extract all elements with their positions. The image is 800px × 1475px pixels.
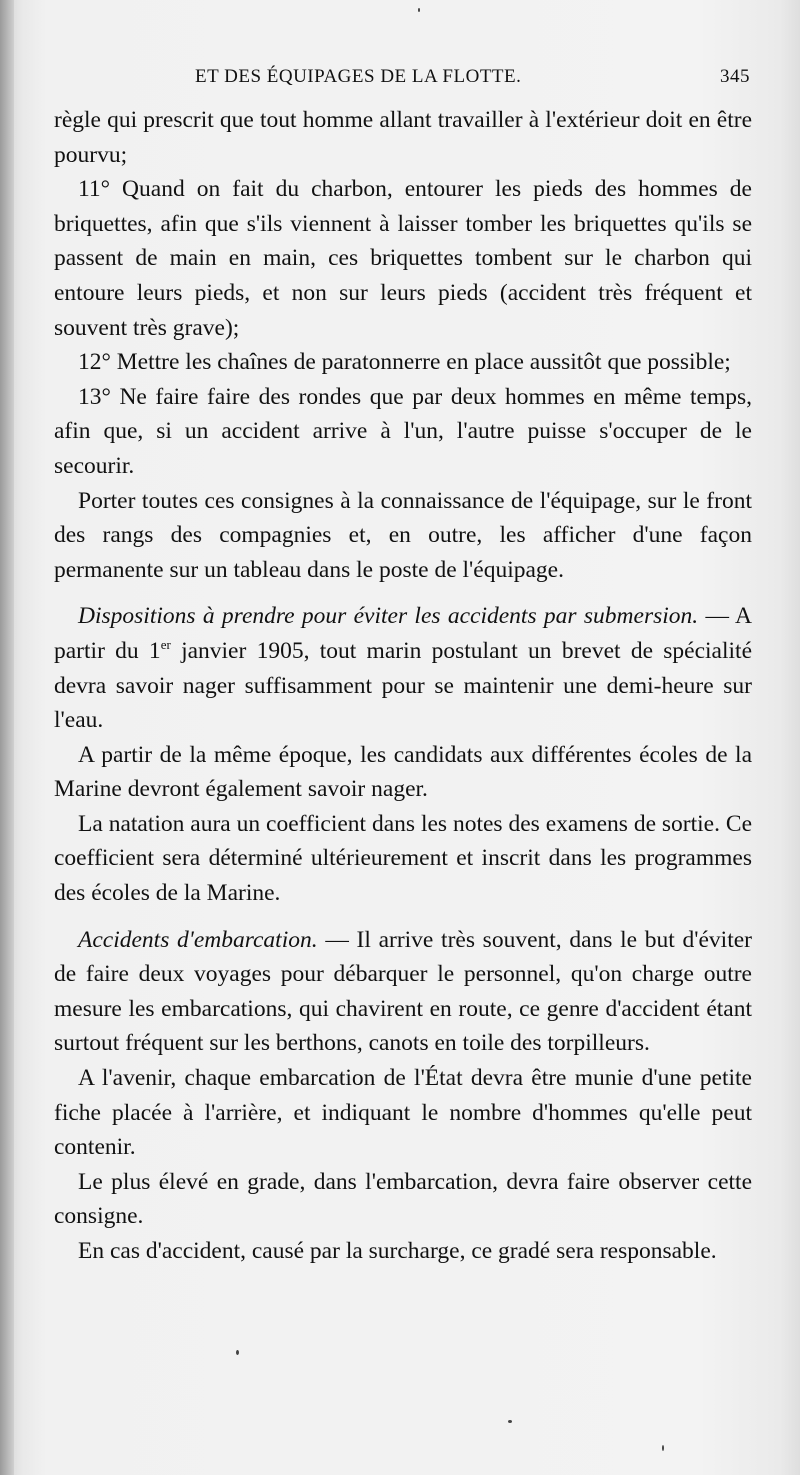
scan-speck (662, 1445, 664, 1451)
paragraph-consignes: Porter toutes ces consignes à la connaissance de l'équipage, sur le front des rangs des compagnies et, en outre, les afficher d'une façon permanente sur un tableau dans le poste de l'équipage. (54, 487, 752, 583)
paragraph-natation: La natation aura un coefficient dans les notes des examens de sortie. Ce coefficient sera déterminé ultérieurement et inscrit dans les programmes des écoles de la Marine. (54, 810, 752, 907)
ordinal-superscript: er (160, 637, 171, 653)
running-title: ET DES ÉQUIPAGES DE LA FLOTTE. (195, 66, 522, 87)
paragraph-item-12: 12° Mettre les chaînes de paratonnerre en place aussitôt que possible; (78, 349, 731, 376)
paragraph-item-11: 11° Quand on fait du charbon, entourer les pieds des hommes de briquettes, afin que s'ils viennent à laisser tomber les briquettes qu'ils se passent de main en main, ces briquettes tombent sur le charbon qui entoure leurs pieds, et non sur leurs pieds (accident très fréquent et souvent très grave); (54, 176, 752, 341)
section-heading-submersion: Dispositions à prendre pour éviter les accidents par submersion. (78, 603, 699, 630)
section-text-embarcation: — Il arrive très souvent, dans le but d'éviter de faire deux voyages pour débarquer le personnel, qu'on charge outre mesure les embarcations, qui chavirent en route, ce genre d'accident étant surtout fréquent sur les berthons, canots en toile des torpilleurs. (54, 926, 752, 1057)
section-embarcation (54, 923, 752, 1061)
section-submersion (54, 599, 752, 737)
section-text-a: A partir du 1 (54, 603, 752, 664)
paragraph-responsable: En cas d'accident, causé par la surcharge, ce gradé sera responsable. (78, 1238, 717, 1264)
scan-speck (236, 1350, 239, 1355)
section-text-b: janvier 1905, tout marin postulant un brevet de spécialité devra savoir nager suffisamment pour se maintenir une demi-heure sur l'eau. (54, 637, 752, 734)
paragraph-1: règle qui prescrit que tout homme allant travailler à l'extérieur doit en être pourvu; (54, 107, 752, 168)
scan-speck (508, 1420, 512, 1423)
paragraph-ecoles: A partir de la même époque, les candidats aux différentes écoles de la Marine devront également savoir nager. (54, 741, 752, 803)
paragraph-item-13: 13° Ne faire faire des rondes que par deux hommes en même temps, afin que, si un accident arrive à l'un, l'autre puisse s'occuper de le secourir. (54, 383, 752, 479)
section-dash: — (698, 603, 736, 630)
paragraph-fiche: A l'avenir, chaque embarcation de l'État devra être munie d'une petite fiche placée à l'arrière, et indiquant le nombre d'hommes qu'elle peut contenir. (54, 1065, 752, 1161)
paragraph-grade: Le plus élevé en grade, dans l'embarcation, devra faire observer cette consigne. (54, 1168, 752, 1230)
section-heading-embarcation: Accidents d'embarcation. (78, 926, 318, 953)
page-body (54, 103, 752, 1269)
scan-speck (418, 8, 420, 12)
binding-shadow (0, 0, 14, 1475)
running-head (195, 66, 750, 96)
page-number: 345 (720, 66, 750, 87)
